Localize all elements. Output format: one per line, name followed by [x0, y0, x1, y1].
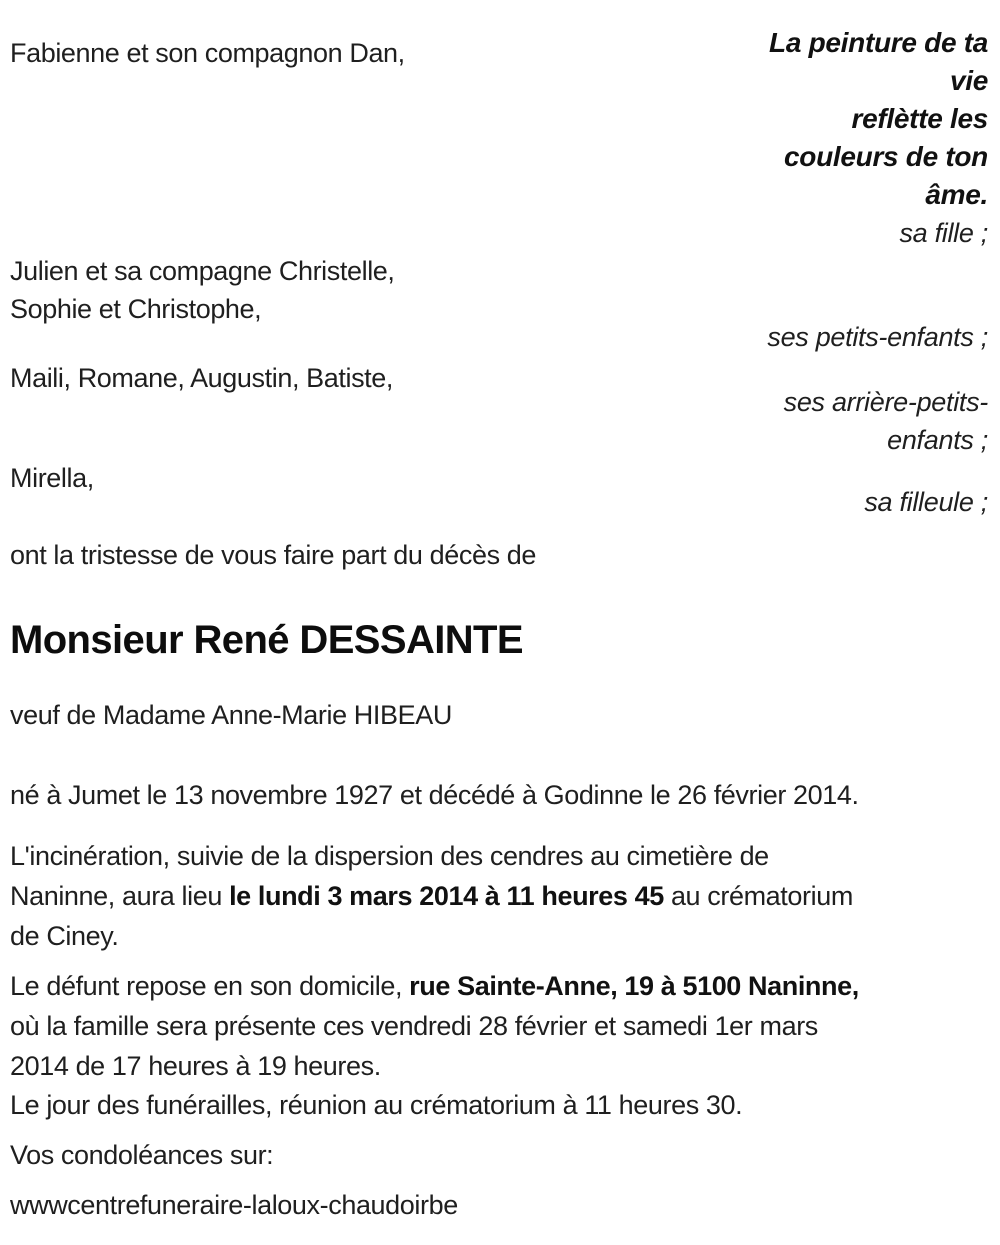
cremation-paragraph: L'incinération, suivie de la dispersion des cendres au cimetière de Naninne, aura lieu le lundi 3 mars 2014 à 11 heures 45 au crématorium de Ciney.: [10, 841, 853, 951]
memorial-quote: La peinture de ta vie reflètte les couleurs de ton âme.: [769, 27, 988, 210]
family-name-daughter: Fabienne et son compagnon Dan,: [10, 38, 405, 68]
family-names-grandchildren: Julien et sa compagne Christelle, Sophie et Christophe,: [10, 256, 395, 324]
deceased-name: Monsieur René DESSAINTE: [10, 618, 523, 662]
repose-paragraph: Le défunt repose en son domicile, rue Sainte-Anne, 19 à 5100 Naninne, où la famille sera présente ces vendredi 28 février et samedi 1er mars 2014 de 17 heures à 19 heures.: [10, 971, 859, 1081]
family-stanza-great-grandchildren: [10, 359, 988, 459]
family-role-great-grandchildren: ses arrière-petits- enfants ;: [783, 387, 988, 455]
family-stanza-goddaughter: [10, 459, 988, 521]
family-role-goddaughter: sa filleule ;: [864, 487, 988, 517]
funeral-day-line: Le jour des funérailles, réunion au crématorium à 11 heures 30.: [10, 1090, 743, 1120]
widower-line: veuf de Madame Anne-Marie HIBEAU: [10, 700, 452, 730]
memorial-quote-block: [769, 24, 988, 252]
family-role-daughter: sa fille ;: [899, 218, 988, 248]
family-stanza-grandchildren: [10, 252, 988, 356]
announcement-intro: ont la tristesse de vous faire part du décès de: [10, 540, 537, 570]
birth-death-line: né à Jumet le 13 novembre 1927 et décédé à Godinne le 26 février 2014.: [10, 780, 859, 810]
family-names-goddaughter: Mirella,: [10, 463, 94, 493]
family-role-grandchildren: ses petits-enfants ;: [767, 322, 988, 352]
family-stanza-daughter: [10, 24, 988, 252]
condolences-label: Vos condoléances sur:: [10, 1140, 274, 1170]
condolences-website: wwwcentrefuneraire-laloux-chaudoirbe: [10, 1190, 458, 1220]
family-names-great-grandchildren: Maili, Romane, Augustin, Batiste,: [10, 363, 393, 393]
